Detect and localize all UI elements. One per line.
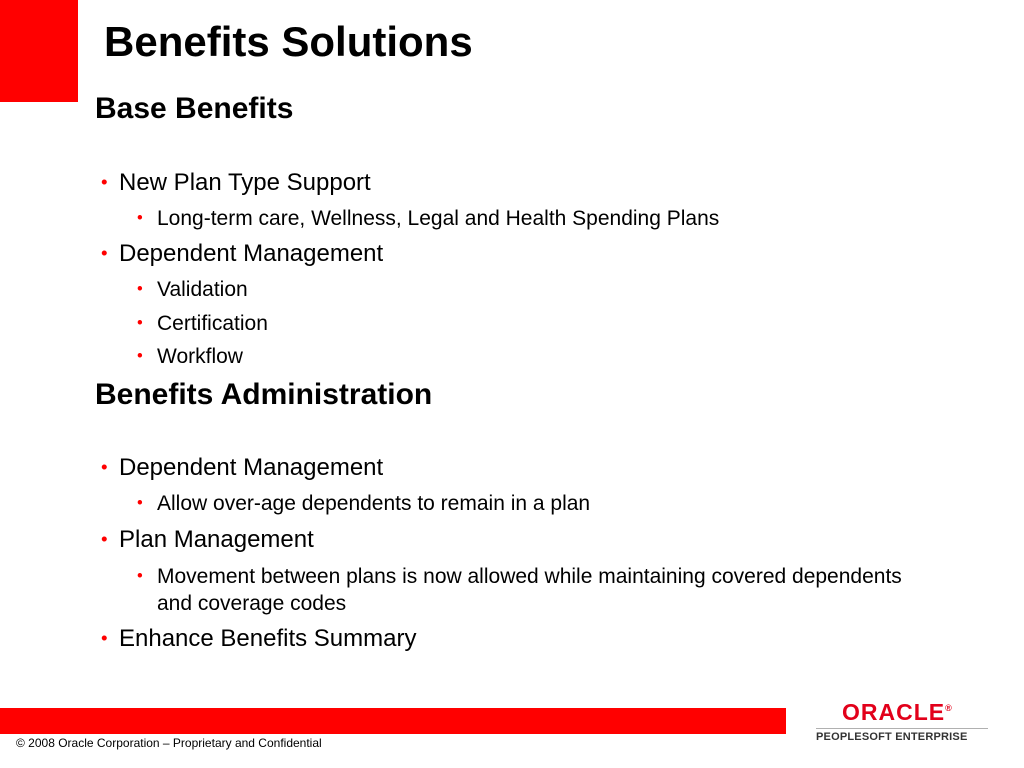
slide-title: Benefits Solutions <box>104 18 473 65</box>
subbullet-workflow <box>137 344 243 369</box>
bullet-marker: • <box>137 347 143 366</box>
section-heading-base-benefits: Base Benefits <box>95 92 294 125</box>
bullet-marker: • <box>137 314 143 333</box>
registered-mark: ® <box>945 703 952 713</box>
bullet-text: Plan Management <box>119 526 314 553</box>
subbullet-text: Validation <box>157 278 248 301</box>
bullet-enhance-benefits-summary <box>101 625 416 654</box>
subbullet-movement-between-plans <box>137 563 937 617</box>
bullet-marker: • <box>137 494 143 513</box>
bullet-text: Enhance Benefits Summary <box>119 625 417 652</box>
oracle-wordmark <box>842 700 952 725</box>
logo-divider <box>816 728 988 729</box>
subbullet-validation <box>137 277 248 302</box>
bullet-marker: • <box>101 455 108 477</box>
subbullet-over-age-dependents <box>137 491 590 516</box>
copyright-notice: © 2008 Oracle Corporation – Proprietary and Confidential <box>16 736 322 750</box>
bullet-new-plan-type-support <box>101 169 371 198</box>
subbullet-text: Long-term care, Wellness, Legal and Health Spending Plans <box>157 207 720 230</box>
bullet-text: Dependent Management <box>119 240 384 267</box>
bullet-plan-management <box>101 526 314 555</box>
bullet-marker: • <box>101 170 108 192</box>
title-accent-block <box>0 0 78 102</box>
bullet-marker: • <box>101 241 108 263</box>
bullet-marker: • <box>137 209 143 228</box>
bullet-dependent-management <box>101 240 383 269</box>
subbullet-text: Workflow <box>157 345 243 368</box>
bullet-marker: • <box>137 567 143 586</box>
bullet-dependent-management-admin <box>101 454 383 483</box>
bullet-text: Dependent Management <box>119 454 384 481</box>
peoplesoft-enterprise-label: PEOPLESOFT ENTERPRISE <box>816 731 968 743</box>
bullet-marker: • <box>101 527 108 549</box>
subbullet-text: Movement between plans is now allowed while maintaining covered dependents and coverage codes <box>157 565 902 615</box>
bullet-text: New Plan Type Support <box>119 169 371 196</box>
oracle-peoplesoft-logo <box>812 700 992 746</box>
subbullet-text: Certification <box>157 312 268 335</box>
bullet-marker: • <box>137 280 143 299</box>
section-heading-benefits-administration: Benefits Administration <box>95 378 433 411</box>
subbullet-certification <box>137 311 268 336</box>
subbullet-text: Allow over-age dependents to remain in a plan <box>157 492 591 515</box>
oracle-wordmark-text: ORACLE <box>842 699 946 725</box>
subbullet-plan-types <box>137 206 719 231</box>
bullet-marker: • <box>101 626 108 648</box>
footer-bar <box>0 708 786 734</box>
